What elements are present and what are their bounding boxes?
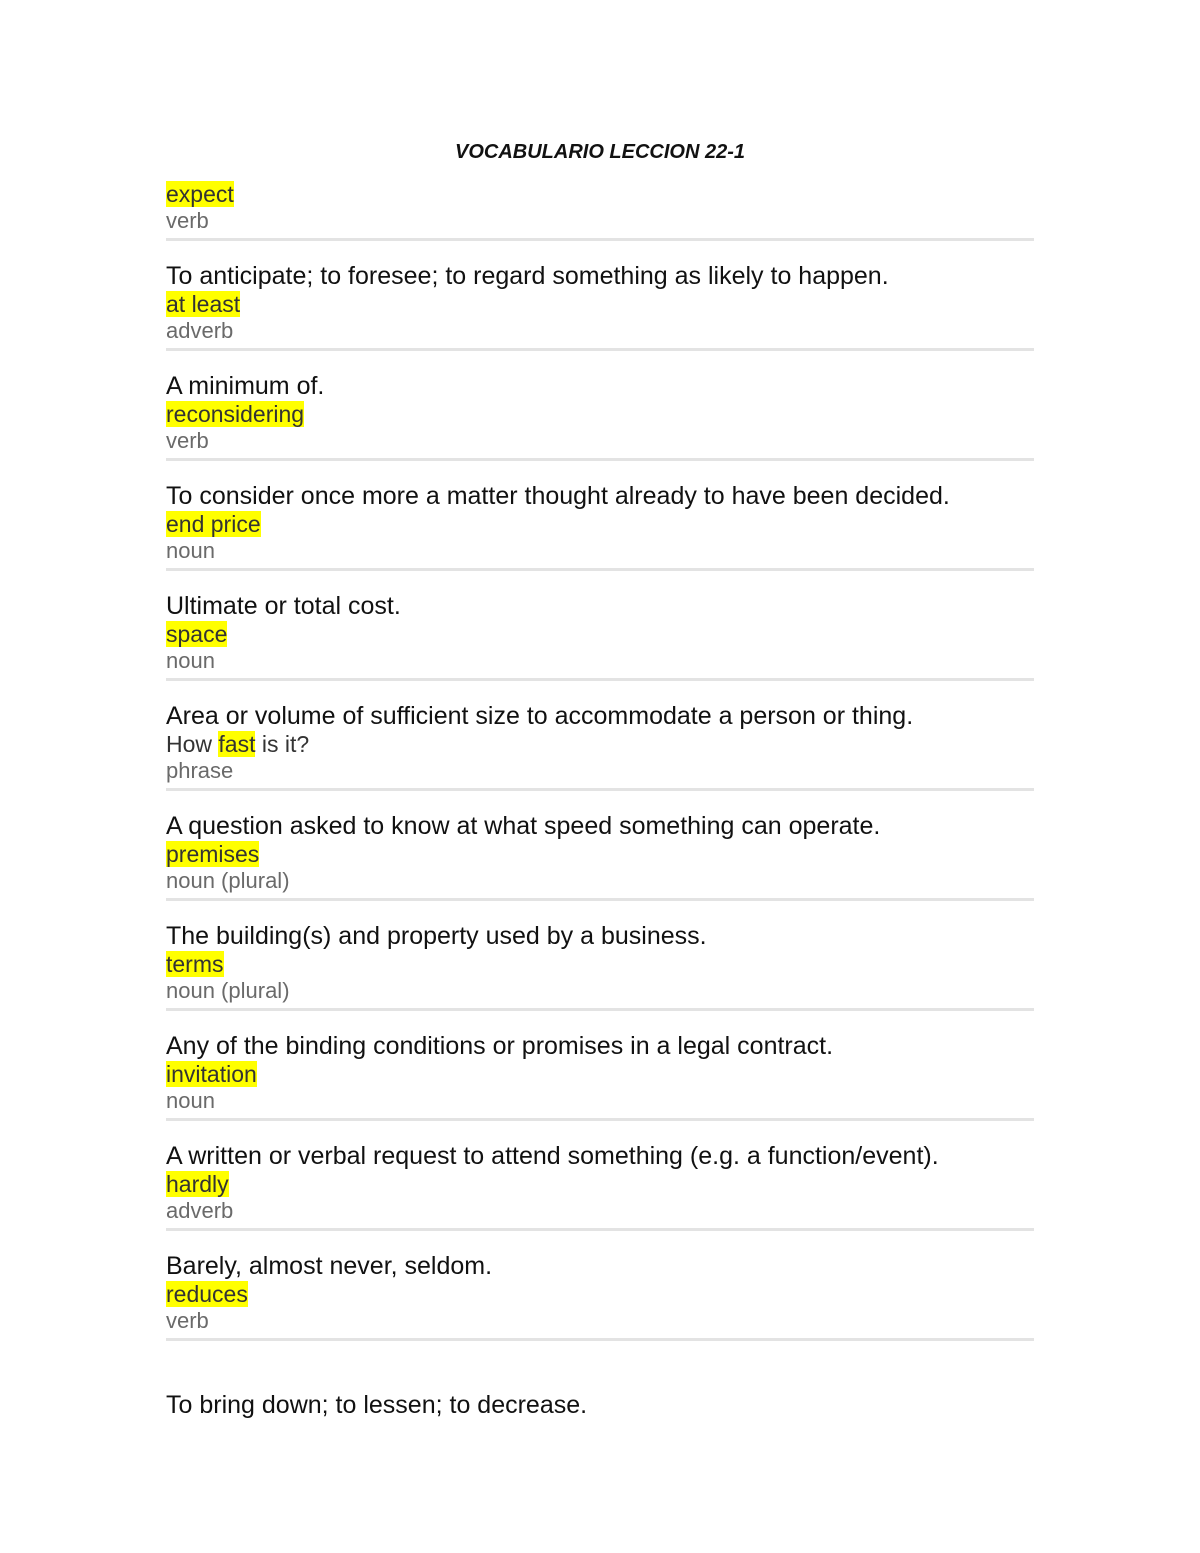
part-of-speech: noun: [166, 648, 215, 673]
vocab-term: [166, 840, 1034, 868]
vocab-entry: [166, 730, 1034, 840]
highlighted-term: expect: [166, 181, 234, 207]
divider: [166, 898, 1034, 901]
vocab-term: [166, 400, 1034, 428]
part-of-speech: adverb: [166, 1198, 234, 1223]
vocab-entry: [166, 950, 1034, 1060]
vocab-term: [166, 290, 1034, 318]
divider: [166, 568, 1034, 571]
divider: [166, 1008, 1034, 1011]
vocab-term: [166, 620, 1034, 648]
vocab-definition: A question asked to know at what speed something can operate.: [166, 812, 881, 840]
final-definition: To bring down; to lessen; to decrease.: [166, 1391, 588, 1419]
vocab-definition: Any of the binding conditions or promises in a legal contract.: [166, 1032, 834, 1060]
vocab-definition: Barely, almost never, seldom.: [166, 1252, 493, 1280]
part-of-speech: noun (plural): [166, 868, 290, 893]
divider: [166, 788, 1034, 791]
part-of-speech: noun: [166, 538, 215, 563]
vocab-entry: [166, 620, 1034, 730]
highlighted-term: invitation: [166, 1061, 257, 1087]
vocab-definition: A minimum of.: [166, 372, 325, 400]
vocab-definition: The building(s) and property used by a business.: [166, 922, 707, 950]
vocab-definition: To anticipate; to foresee; to regard something as likely to happen.: [166, 262, 889, 290]
vocab-entry: [166, 840, 1034, 950]
divider: [166, 678, 1034, 681]
document-title: VOCABULARIO LECCION 22-1: [454, 141, 746, 163]
highlighted-term: premises: [166, 841, 260, 867]
highlighted-term: hardly: [166, 1171, 229, 1197]
vocab-term: [166, 730, 1034, 758]
part-of-speech: verb: [166, 428, 209, 453]
vocabulary-list: [166, 180, 1034, 1390]
divider: [166, 238, 1034, 241]
vocab-entry: [166, 1280, 1034, 1390]
vocab-entry: [166, 510, 1034, 620]
vocab-term: [166, 1060, 1034, 1088]
part-of-speech: verb: [166, 208, 209, 233]
highlighted-term: at least: [166, 291, 241, 317]
document-page: [166, 138, 1034, 1420]
highlighted-term: end price: [166, 511, 261, 537]
part-of-speech: noun (plural): [166, 978, 290, 1003]
vocab-term: [166, 1170, 1034, 1198]
highlighted-term: space: [166, 621, 228, 647]
divider: [166, 1118, 1034, 1121]
vocab-term: [166, 510, 1034, 538]
vocab-entry: [166, 180, 1034, 290]
highlighted-term: reduces: [166, 1281, 248, 1307]
part-of-speech: verb: [166, 1308, 209, 1333]
vocab-entry: [166, 1170, 1034, 1280]
vocab-term: [166, 180, 1034, 208]
divider: [166, 348, 1034, 351]
vocab-definition: To consider once more a matter thought already to have been decided.: [166, 482, 950, 510]
vocab-entry: [166, 1060, 1034, 1170]
vocab-entry: [166, 290, 1034, 400]
vocab-definition: Ultimate or total cost.: [166, 592, 401, 620]
divider: [166, 458, 1034, 461]
term-suffix: is it?: [255, 731, 310, 757]
vocab-definition: Area or volume of sufficient size to accommodate a person or thing.: [166, 702, 914, 730]
highlighted-term: fast: [218, 731, 256, 757]
vocab-entry: [166, 400, 1034, 510]
part-of-speech: phrase: [166, 758, 234, 783]
term-prefix: How: [166, 731, 219, 757]
vocab-term: [166, 1280, 1034, 1308]
part-of-speech: noun: [166, 1088, 215, 1113]
vocab-definition: A written or verbal request to attend something (e.g. a function/event).: [166, 1142, 939, 1170]
vocab-term: [166, 950, 1034, 978]
highlighted-term: terms: [166, 951, 224, 977]
part-of-speech: adverb: [166, 318, 234, 343]
divider: [166, 1228, 1034, 1231]
divider: [166, 1338, 1034, 1341]
highlighted-term: reconsidering: [166, 401, 305, 427]
